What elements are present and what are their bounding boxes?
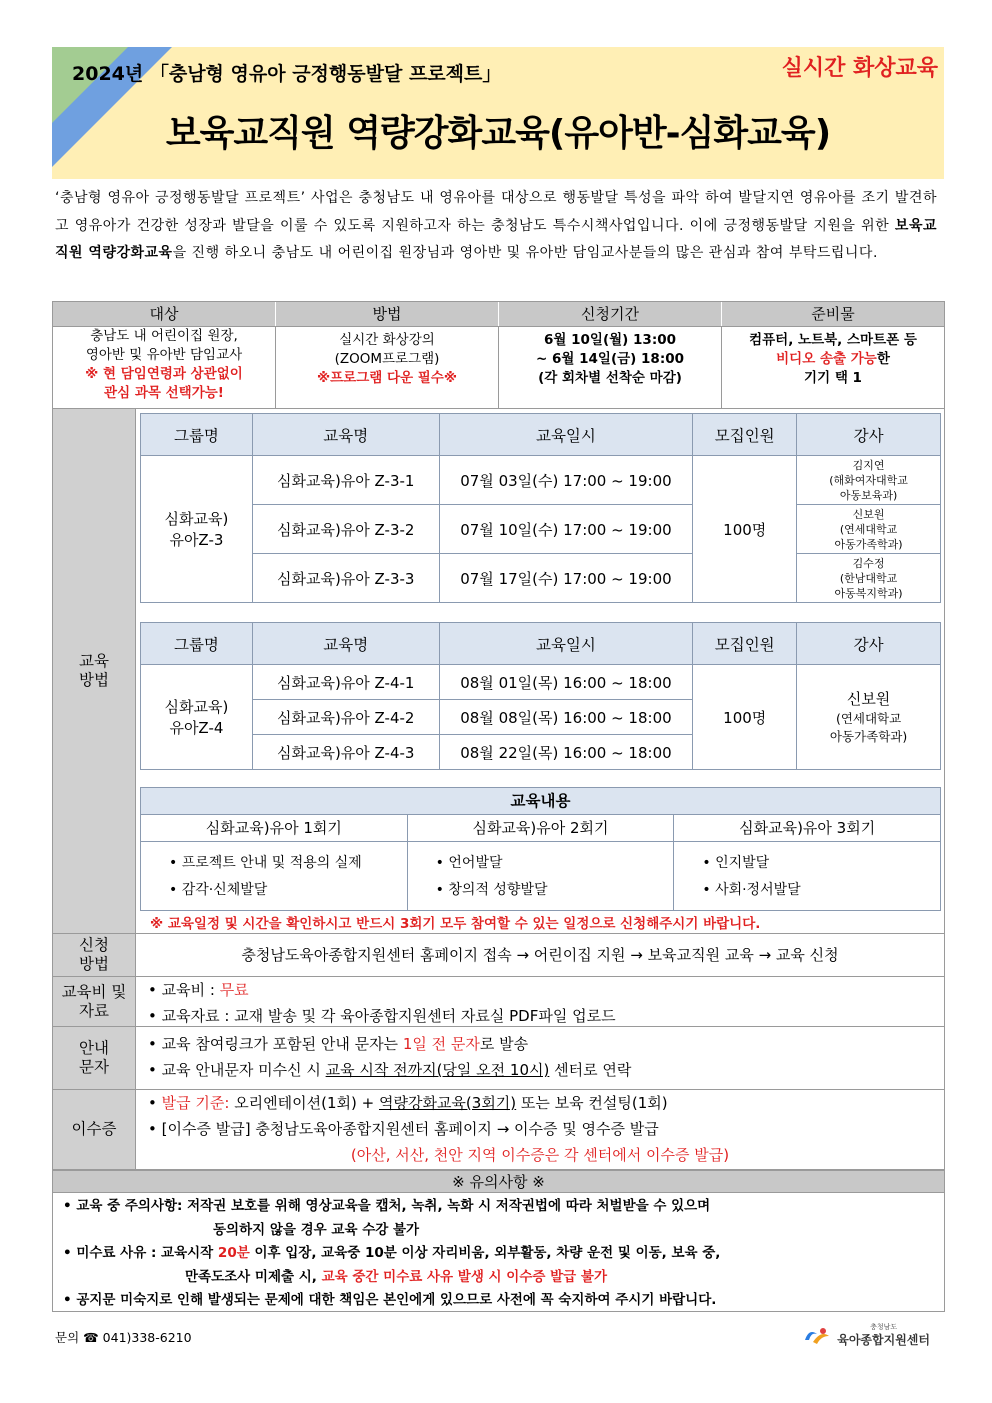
side-label-edu-method	[52, 409, 136, 934]
side-label-text: 안내	[79, 1039, 109, 1057]
page-title: 보육교직원 역량강화교육(유아반-심화교육)	[165, 113, 831, 154]
side-label-apply	[52, 934, 136, 977]
info-method-line: 실시간 화상강의	[339, 332, 435, 348]
cert-underline: 역량강화교육(3회기)	[378, 1094, 517, 1112]
instructor-affil: 아동가족학과)	[829, 729, 908, 744]
instructor-cell	[797, 505, 941, 554]
info-target-note: ※ 현 담임연령과 상관없이	[85, 366, 243, 382]
list-item: • 창의적 성향발달	[436, 877, 674, 904]
intro-text: 을 진행 하오니 충남도 내 어린이집 원장님과 영아반 및 유아반 담임교사분들의 많은 관심과 참여 부탁드립니다.	[172, 245, 878, 261]
info-method-note: ※프로그램 다운 필수※	[317, 370, 457, 386]
course-name: 심화교육)유아 Z-4-1	[252, 665, 439, 700]
instructor-cell	[797, 665, 941, 770]
content-column	[408, 815, 675, 910]
side-label-text: 이수증	[71, 1120, 117, 1138]
caution-line: • 공지문 미숙지로 인해 발생되는 문제에 대한 책임은 본인에게 있으므로 사전에 꼭 숙지하여 주시기 바랍니다.	[53, 1289, 944, 1313]
banner-subtitle: 2024년 「충남형 영유아 긍정행동발달 프로젝트」	[72, 63, 502, 85]
side-label-text: 교육	[79, 652, 109, 670]
side-label-fee	[52, 977, 136, 1027]
group-label: 심화교육)	[164, 510, 229, 528]
guide-underline: 교육 시작 전까지(당일 오전 10시)	[325, 1061, 550, 1079]
apply-row	[136, 934, 945, 977]
side-label-text: 신청	[79, 936, 109, 954]
intro-text: ‘충남형 영유아 긍정행동발달 프로젝트’ 사업은 충청남도 내 영유아를 대상으로 행동발달 특성을 파악 하여 발달지연 영유아를 조기 발견하고 영유아가 건강한 성장과 발달을 이룰 수 있도록 지원하고자 하는 충청남도 특수시책사업입니다. 이에 긍정행동발달 지원을 위한	[55, 190, 937, 234]
caution-box	[52, 1193, 945, 1312]
guide-row	[136, 1027, 945, 1090]
caution-text: 미수료 사유 : 교육시작	[76, 1245, 218, 1261]
instructor-cell	[797, 554, 941, 603]
col-header-group: 그룹명	[141, 623, 253, 665]
course-date: 07월 17일(수) 17:00 ~ 19:00	[439, 554, 693, 603]
col-header-name: 교육명	[252, 414, 439, 456]
side-label-text: 문자	[79, 1058, 109, 1076]
col-header-group: 그룹명	[141, 414, 253, 456]
content-column	[674, 815, 940, 910]
side-label-guide	[52, 1027, 136, 1090]
table-row	[141, 456, 941, 505]
info-prep-line: 기기 택 1	[804, 370, 862, 386]
side-label-text: 자료	[79, 1001, 109, 1020]
instructor-affil: 아동보육과)	[839, 488, 898, 502]
content-column-head: 심화교육)유아 1회기	[141, 815, 407, 842]
caution-text: 만족도조사 미제출 시,	[185, 1268, 322, 1285]
course-date: 07월 03일(수) 17:00 ~ 19:00	[439, 456, 693, 505]
contact-info: 문의 ☎ 041)338-6210	[55, 1330, 192, 1345]
course-name: 심화교육)유아 Z-3-2	[252, 505, 439, 554]
fee-line: • 교육자료 : 교재 발송 및 각 육아종합지원센터 자료실 PDF파일 업로드	[136, 1003, 944, 1029]
fee-row	[136, 977, 945, 1027]
content-column-head: 심화교육)유아 3회기	[674, 815, 940, 842]
col-header-capacity: 모집인원	[693, 623, 797, 665]
guide-text: 로 발송	[479, 1035, 529, 1053]
banner-live-label: 실시간 화상교육	[781, 56, 938, 81]
info-header-period: 신청기간	[499, 302, 722, 326]
info-row	[52, 327, 945, 409]
course-name: 심화교육)유아 Z-3-1	[252, 456, 439, 505]
cert-text: 오리엔테이션(1회) +	[234, 1094, 379, 1112]
col-header-instructor: 강사	[797, 414, 941, 456]
side-label-text: 방법	[79, 955, 109, 973]
guide-highlight: 1일 전 문자	[402, 1035, 480, 1053]
course-name: 심화교육)유아 Z-3-3	[252, 554, 439, 603]
info-prep-line: 컴퓨터, 노트북, 스마트폰 등	[749, 332, 917, 348]
schedule-notice: ※ 교육일정 및 시간을 확인하시고 반드시 3회기 모두 참여할 수 있는 일정으로 신청해주시기 바랍니다.	[150, 916, 761, 932]
schedule-table-z3	[140, 413, 941, 603]
info-prep-highlight: 비디오 송출 가능	[776, 351, 877, 367]
info-target-line: 충남도 내 어린이집 원장,	[90, 328, 238, 344]
course-date: 07월 10일(수) 17:00 ~ 19:00	[439, 505, 693, 554]
caution-highlight: 20분	[217, 1245, 250, 1261]
intro-bold-text: 보육교직원 역량강화교육	[55, 217, 937, 261]
list-item: • 인지발달	[702, 850, 940, 877]
instructor-name: 신보원	[846, 690, 891, 708]
intro-paragraph	[55, 185, 937, 268]
group-cell	[141, 456, 253, 603]
instructor-affil: 아동복지학과)	[834, 586, 903, 600]
capacity-cell: 100명	[693, 665, 797, 770]
course-date: 08월 01일(목) 16:00 ~ 18:00	[439, 665, 693, 700]
content-column-head: 심화교육)유아 2회기	[408, 815, 674, 842]
info-target	[53, 327, 276, 408]
instructor-name: 신보원	[852, 507, 885, 521]
instructor-affil: (해화여자대학교	[829, 473, 908, 487]
cert-note: (아산, 서산, 천안 지역 이수증은 각 센터에서 이수증 발급)	[350, 1146, 730, 1164]
edu-content-box	[140, 787, 941, 911]
logo-icon	[801, 1326, 831, 1346]
info-prep-line	[722, 350, 944, 369]
col-header-instructor: 강사	[797, 623, 941, 665]
instructor-cell	[797, 456, 941, 505]
info-period-line: ~ 6월 14일(금) 18:00	[535, 351, 685, 367]
info-header-target: 대상	[53, 302, 276, 326]
info-header-prep: 준비물	[811, 305, 855, 323]
capacity-cell: 100명	[693, 456, 797, 603]
side-label-text: 방법	[79, 671, 109, 689]
guide-line	[136, 1031, 944, 1057]
instructor-name: 김수정	[852, 556, 885, 570]
caution-line: 동의하지 않을 경우 교육 수강 불가	[213, 1221, 420, 1238]
center-logo	[801, 1323, 930, 1348]
apply-text: 충청남도육아종합지원센터 홈페이지 접속 → 어린이집 지원 → 보육교직원 교육 → 교육 신청	[241, 946, 839, 964]
fee-free: 무료	[219, 981, 249, 999]
info-target-note: 관심 과목 선택가능!	[104, 385, 224, 401]
info-method-line: (ZOOM프로그램)	[334, 351, 440, 367]
cert-label: 발급 기준:	[161, 1094, 235, 1112]
list-item: • 사회·정서발달	[702, 877, 940, 904]
guide-line	[136, 1057, 944, 1083]
info-prep	[722, 327, 944, 408]
logo-text: 육아종합지원센터	[837, 1333, 930, 1347]
logo-text-small: 충청남도	[870, 1323, 898, 1331]
instructor-affil: (연세대학교	[839, 522, 898, 536]
side-label-text: 교육비 및	[61, 982, 127, 1001]
guide-text: 교육 참여링크가 포함된 안내 문자는	[161, 1035, 403, 1053]
instructor-affil: (한남대학교	[839, 571, 898, 585]
list-item: • 프로젝트 안내 및 적용의 실제	[169, 850, 407, 877]
caution-line	[53, 1266, 944, 1290]
caution-line	[53, 1242, 944, 1266]
info-target-line: 영아반 및 유아반 담임교사	[85, 347, 243, 363]
info-period-line: 6월 10일(월) 13:00	[543, 332, 676, 348]
info-header-row	[52, 301, 945, 327]
caution-line: • 교육 중 주의사항: 저작권 보호를 위해 영상교육을 캡처, 녹취, 녹화 시 저작권법에 따라 처벌받을 수 있으며	[53, 1195, 944, 1219]
course-name: 심화교육)유아 Z-4-2	[252, 700, 439, 735]
info-header-method: 방법	[276, 302, 499, 326]
instructor-affil: 아동가족학과)	[834, 537, 903, 551]
group-cell	[141, 665, 253, 770]
caution-highlight: 교육 중간 미수료 사유 발생 시 이수증 발급 불가	[321, 1268, 607, 1285]
col-header-capacity: 모집인원	[693, 414, 797, 456]
group-label: 유아Z-3	[169, 531, 224, 549]
cert-row	[136, 1090, 945, 1170]
course-date: 08월 08일(목) 16:00 ~ 18:00	[439, 700, 693, 735]
edu-content-title: 교육내용	[141, 788, 940, 815]
instructor-name: 김지연	[852, 458, 885, 472]
group-label: 심화교육)	[164, 698, 229, 716]
info-method	[276, 327, 499, 408]
info-period	[499, 327, 722, 408]
header-banner	[52, 47, 944, 179]
fee-text: 교육비 :	[161, 981, 220, 999]
caution-text: 이후 입장, 교육중 10분 이상 자리비움, 외부활동, 차량 운전 및 이동, 보육 중,	[249, 1245, 721, 1261]
schedule-table-z4	[140, 622, 941, 770]
cert-line: • [이수증 발급] 충청남도육아종합지원센터 홈페이지 → 이수증 및 영수증 발급	[136, 1116, 944, 1142]
instructor-affil: (연세대학교	[835, 711, 902, 726]
table-row	[141, 505, 941, 554]
caution-header: ※ 유의사항 ※	[52, 1170, 945, 1193]
guide-text: 교육 안내문자 미수신 시	[161, 1061, 326, 1079]
info-prep-text: 한	[876, 351, 890, 367]
cert-line	[136, 1090, 944, 1116]
side-label-cert	[52, 1090, 136, 1170]
fee-line	[136, 977, 944, 1003]
group-label: 유아Z-4	[169, 719, 224, 737]
list-item: • 언어발달	[436, 850, 674, 877]
list-item: • 감각·신체발달	[169, 877, 407, 904]
table-row	[141, 665, 941, 700]
table-row	[141, 554, 941, 603]
col-header-date: 교육일시	[439, 623, 693, 665]
col-header-date: 교육일시	[439, 414, 693, 456]
content-column	[141, 815, 408, 910]
col-header-name: 교육명	[252, 623, 439, 665]
course-date: 08월 22일(목) 16:00 ~ 18:00	[439, 735, 693, 770]
cert-text: 또는 보육 컨설팅(1회)	[516, 1094, 668, 1112]
guide-text: 센터로 연락	[549, 1061, 632, 1079]
info-period-line: (각 회차별 선착순 마감)	[538, 370, 682, 386]
course-name: 심화교육)유아 Z-4-3	[252, 735, 439, 770]
